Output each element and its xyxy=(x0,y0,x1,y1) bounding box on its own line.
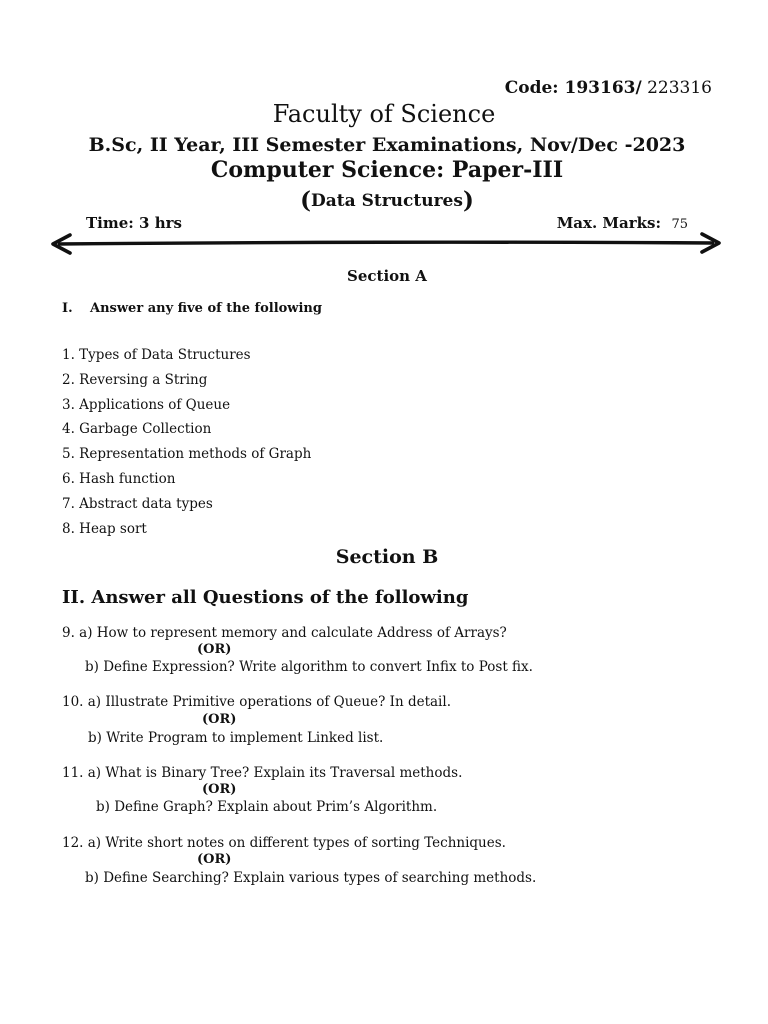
section-a-title: Section A xyxy=(347,267,427,285)
question-11a: 11. a) What is Binary Tree? Explain its Traversal methods. xyxy=(62,765,463,781)
list-item: 2. Reversing a String xyxy=(62,371,208,388)
question-12b: b) Define Searching? Explain various types of searching methods. xyxy=(85,870,537,886)
subject-name: Data Structures xyxy=(311,191,463,211)
question-10a: 10. a) Illustrate Primitive operations of Queue? In detail. xyxy=(62,694,451,710)
list-item: 5. Representation methods of Graph xyxy=(62,446,312,463)
question-9a: 9. a) How to represent memory and calculate Address of Arrays? xyxy=(62,625,507,641)
section-a-instruction-number: I. xyxy=(62,301,73,316)
list-item: 4. Garbage Collection xyxy=(62,421,212,438)
paper-code xyxy=(505,78,712,98)
section-a-instruction-text: Answer any five of the following xyxy=(90,301,322,316)
max-marks-value: 75 xyxy=(671,217,688,232)
section-b-title: Section B xyxy=(335,546,439,568)
question-12a: 12. a) Write short notes on different types of sorting Techniques. xyxy=(62,835,506,851)
list-item: 8. Heap sort xyxy=(62,520,147,537)
subject-title: (Data Structures) xyxy=(300,187,474,214)
divider-line xyxy=(58,242,714,244)
question-10b: b) Write Program to implement Linked list. xyxy=(88,730,384,746)
list-item: 3. Applications of Queue xyxy=(62,396,231,413)
list-item: 6. Hash function xyxy=(62,470,176,487)
max-marks xyxy=(557,214,688,232)
faculty-title: Faculty of Science xyxy=(272,100,496,128)
list-item: 1. Types of Data Structures xyxy=(62,347,251,363)
double-arrow-divider xyxy=(48,232,724,256)
or-label: (OR) xyxy=(202,712,237,727)
max-marks-label: Max. Marks: xyxy=(556,214,661,232)
section-b-instruction: II. Answer all Questions of the following xyxy=(62,587,469,608)
paper-code-secondary: 223316 xyxy=(641,78,712,98)
exam-time: Time: 3 hrs xyxy=(86,214,182,232)
or-label: (OR) xyxy=(197,852,232,867)
question-9b: b) Define Expression? Write algorithm to convert Infix to Post fix. xyxy=(85,659,533,675)
or-label: (OR) xyxy=(197,642,232,657)
list-item: 7. Abstract data types xyxy=(62,495,213,512)
paper-title: Computer Science: Paper-III xyxy=(210,157,564,183)
exam-title: B.Sc, II Year, III Semester Examinations, Nov/Dec -2023 xyxy=(88,134,686,156)
section-a-list xyxy=(62,345,311,543)
section-a-instruction xyxy=(62,301,322,316)
paper-code-primary: Code: 193163/ xyxy=(504,78,642,98)
question-11b: b) Define Graph? Explain about Prim’s Algorithm. xyxy=(96,799,438,815)
or-label: (OR) xyxy=(202,782,237,797)
